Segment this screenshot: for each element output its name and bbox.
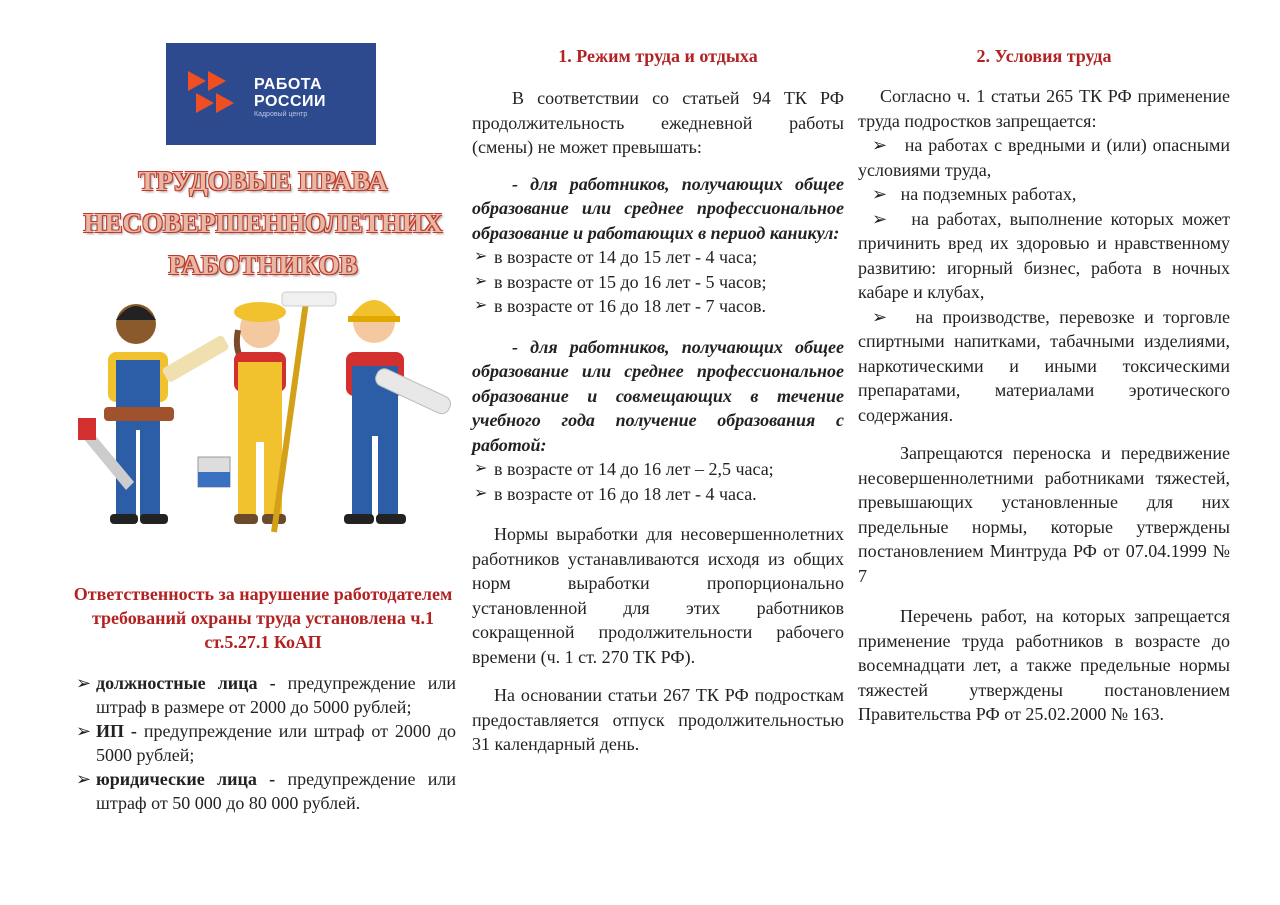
arrow-bullet-icon: ➢ xyxy=(474,460,488,477)
arrow-bullet-icon: ➢ xyxy=(474,484,488,502)
worker-right xyxy=(344,300,453,524)
worker-left xyxy=(78,304,230,524)
list-item: ➢ на подземных работах, xyxy=(872,184,1077,204)
worker-middle xyxy=(198,292,336,532)
list-item: ➢ должностные лица - предупреждение или штраф в размере от 2000 до 5000 рублей; xyxy=(76,673,456,717)
arrow-bullet-icon: ➢ xyxy=(872,208,912,229)
middle-column xyxy=(472,44,844,757)
arrow-bullet-icon: ➢ xyxy=(872,135,905,155)
group1-title: - для работников, получающих общее образование или среднее профессиональное образование и работающих в период каникул: xyxy=(472,173,844,243)
arrow-bullet-icon: ➢ xyxy=(474,248,488,265)
arrow-bullet-icon: ➢ xyxy=(872,306,916,327)
logo-brand: РАБОТА РОССИИ xyxy=(254,76,327,110)
section2-para2: Перечень работ, на которых запрещается применение труда работников в возрасте до восемнадцати лет, а также предельные нормы тяжестей утверждены постановлением Правительства РФ от 25.02.2000 № 163. xyxy=(858,606,1230,724)
list-item: ➢ юридические лица - предупреждение или штраф от 50 000 до 80 000 рублей. xyxy=(76,769,456,813)
logo-subtitle: Кадровый центр xyxy=(254,111,308,118)
section1-heading: 1. Режим труда и отдыха xyxy=(558,46,758,66)
right-column xyxy=(858,44,1230,727)
list-item: ➢ на работах, выполнение которых может причинить вред их здоровью и нравственному развитию: игорный бизнес, работа в ночных кабаре и клубах, xyxy=(858,208,1230,302)
logo-arrows-icon xyxy=(188,71,248,117)
section2-heading: 2. Условия труда xyxy=(976,46,1112,66)
arrow-bullet-icon: ➢ xyxy=(872,184,901,204)
section1-intro: В соответствии со статьей 94 ТК РФ продолжительность ежедневной работы (смены) не может превышать: xyxy=(472,88,844,157)
group2-title: - для работников, получающих общее образование или среднее профессиональное образование и совмещающих в течение учебного года получение образования с работой: xyxy=(472,336,844,455)
responsibility-list xyxy=(76,671,456,815)
list-item: ➢ в возрасте от 15 до 16 лет - 5 часов; xyxy=(472,270,844,295)
list-item: ➢ ИП - предупреждение или штраф от 2000 до 5000 рублей; xyxy=(76,721,456,765)
list-item: ➢ в возрасте от 14 до 16 лет – 2,5 часа; xyxy=(472,457,844,482)
arrow-bullet-icon: ➢ xyxy=(474,272,488,290)
responsibility-heading: Ответственность за нарушение работодателем требований охраны труда установлена ч.1 ст.5.27.1 КоАП xyxy=(73,584,453,652)
list-item: ➢ в возрасте от 14 до 15 лет - 4 часа; xyxy=(472,245,844,270)
list-item: ➢ в возрасте от 16 до 18 лет - 7 часов. xyxy=(472,294,844,319)
section1-para2: На основании статьи 267 ТК РФ подросткам предоставляется отпуск продолжительностью 31 календарный день. xyxy=(472,685,844,754)
arrow-bullet-icon: ➢ xyxy=(474,297,488,314)
workers-illustration xyxy=(74,282,454,564)
section1-para1: Нормы выработки для несовершеннолетних работников устанавливаются исходя из общих норм выработки пропорционально установленной для этих работников сокращенной продолжительности рабочего времени (ч. 1 ст. 270 ТК РФ). xyxy=(472,524,844,667)
section2-para1: Запрещаются переноска и передвижение несовершеннолетними работниками тяжестей, превышающих установленные для них предельные нормы, которые утверждены постановлением Минтруда РФ от 07.04.1999 № 7 xyxy=(858,443,1230,586)
list-item: ➢ на работах с вредными и (или) опасными условиями труда, xyxy=(858,135,1230,180)
arrow-bullet-icon: ➢ xyxy=(76,721,92,741)
arrow-bullet-icon: ➢ xyxy=(76,673,92,693)
rabota-rossii-logo xyxy=(166,43,376,145)
arrow-bullet-icon: ➢ xyxy=(76,769,92,789)
list-item: ➢ на производстве, перевозке и торговле спиртными напитками, табачными изделиями, наркотическими и иными токсическими препаратами, материалами эротического содержания. xyxy=(858,306,1230,425)
page-title: ТРУДОВЫЕ ПРАВА НЕСОВЕРШЕННОЛЕТНИХ РАБОТНИКОВ xyxy=(83,166,443,280)
list-item: ➢ в возрасте от 16 до 18 лет - 4 часа. xyxy=(472,482,844,507)
section2-intro: Согласно ч. 1 статьи 265 ТК РФ применение труда подростков запрещается: xyxy=(858,86,1230,131)
